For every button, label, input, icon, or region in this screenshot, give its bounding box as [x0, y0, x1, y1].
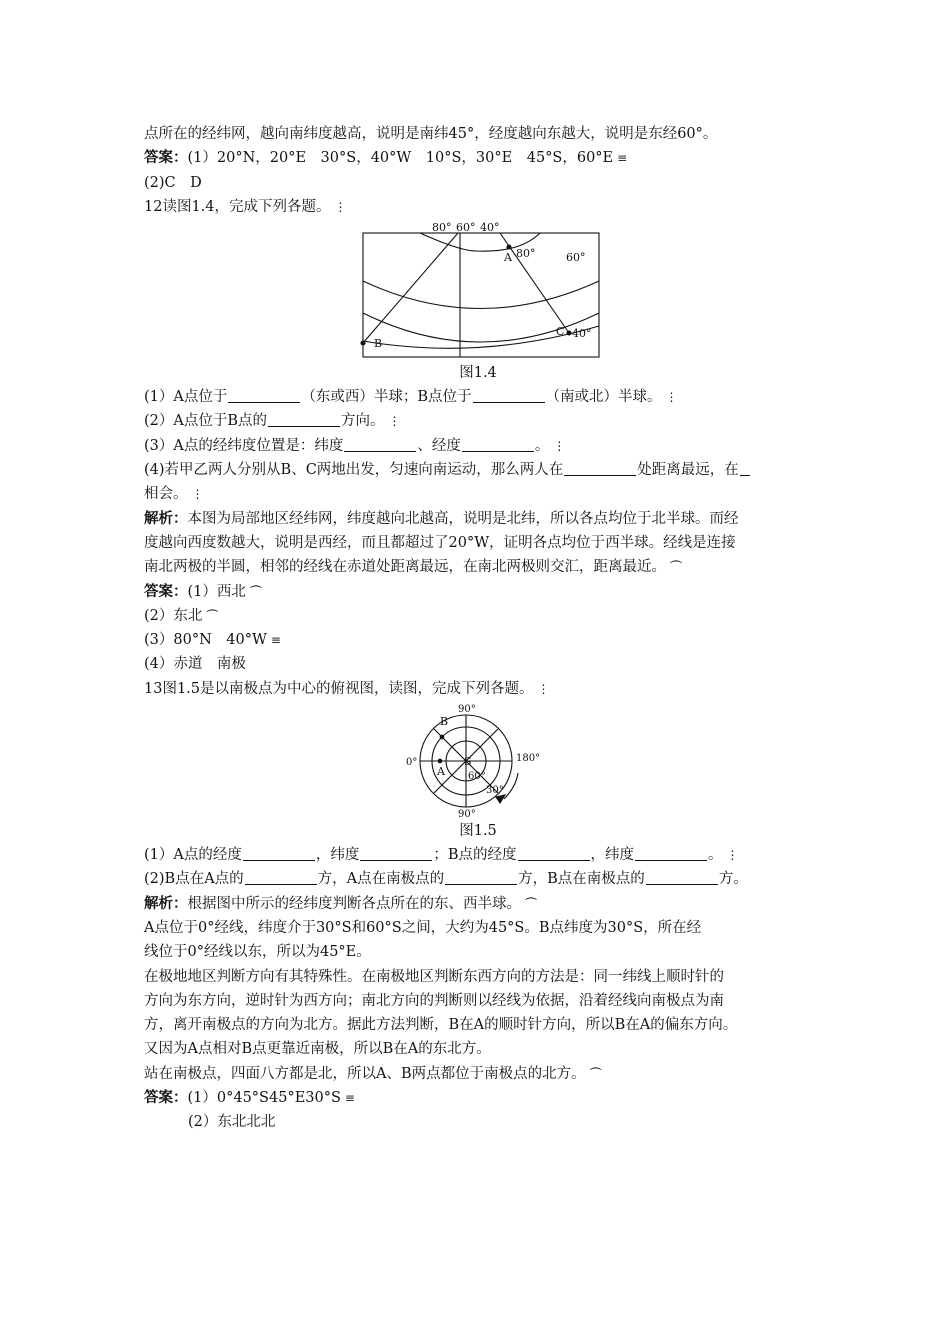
analysis-label: 解析： — [144, 509, 188, 527]
point-a-label: A — [437, 765, 445, 779]
blank-field — [518, 846, 590, 861]
q12-part4-cont: 相会。 ⋮ — [144, 482, 812, 506]
mark-glyph: ⋮ — [388, 414, 401, 429]
blank-field — [635, 846, 707, 861]
blank-field — [243, 846, 315, 861]
figure-1-5-caption: 图1.5 — [459, 823, 497, 840]
point-b-dot — [440, 735, 444, 739]
question-13-title: 13图1.5是以南极点为中心的俯视图，读图，完成下列各题。 ⋮ — [144, 677, 812, 701]
analysis-13-line2: A点位于0°经线，纬度介于30°S和60°S之间，大约为45°S。B点纬度为30°S，所在经 — [144, 919, 702, 936]
mark-glyph: ⏜ — [525, 896, 537, 911]
mark-glyph: ⏜ — [589, 1066, 602, 1081]
answer-12-line4: (4）赤道 南极 — [144, 656, 246, 673]
label-90-bottom: 90° — [458, 809, 476, 820]
analysis-13-line5: 方向为东方向，逆时针为西方向；南北方向的判断则以经线为依据，沿着经线向南极点为南 — [144, 992, 724, 1009]
answer-label: 答案： — [144, 1089, 188, 1107]
answer-12-line2: (2）东北 ⏜ — [144, 604, 812, 628]
analysis-13-line6: 方，离开南极点的方向为北方。据此方法判断，B在A的顺时针方向，所以B在A的偏东方向。 — [144, 1017, 738, 1034]
q12-part1: (1）A点位于 （东或西）半球；B点位于 （南或北）半球。 ⋮ — [144, 385, 812, 409]
mark-glyph: ⋮ — [665, 390, 678, 405]
analysis-13-line4: 在极地地区判断方向有其特殊性。在南极地区判断东西方向的方法是：同一纬线上顺时针的 — [144, 968, 724, 985]
point-b-dot — [361, 341, 365, 345]
blank-field — [473, 388, 545, 403]
label-80-top: 80° — [432, 221, 452, 235]
blank-field — [462, 437, 534, 452]
question-12-title: 12读图1.4，完成下列各题。 ⋮ — [144, 195, 812, 219]
blank-field — [268, 412, 340, 427]
south-pole-label: S — [464, 755, 472, 769]
mark-glyph: ⋮ — [537, 681, 550, 696]
point-a-dot — [507, 245, 511, 249]
point-c-label: C — [556, 325, 565, 339]
label-60: 60° — [468, 771, 486, 783]
mark-glyph: ⋮ — [726, 848, 739, 863]
mark-glyph: ≡ — [270, 633, 281, 648]
q13-part2: (2)B点在A点的 方，A点在南极点的 方，B点在南极点的 方。 — [144, 871, 748, 888]
mark-glyph: ⏜ — [249, 584, 262, 599]
label-30: 30° — [486, 785, 504, 797]
figure-1-4-caption: 图1.4 — [459, 365, 497, 382]
q13-part1: (1）A点的经度 ，纬度 ；B点的经度 ，纬度 。 ⋮ — [144, 843, 812, 867]
answer-label: 答案： — [144, 582, 188, 600]
mark-glyph: ⋮ — [334, 199, 347, 214]
mark-glyph: ⏜ — [206, 608, 218, 623]
q12-part2: (2）A点位于B点的 方向。 ⋮ — [144, 409, 812, 433]
analysis-13-line1: 解析：根据图中所示的经纬度判断各点所在的东、西半球。 ⏜ — [144, 892, 812, 916]
label-40-top: 40° — [480, 221, 500, 235]
label-90-top: 90° — [458, 704, 476, 716]
blank-field — [564, 461, 636, 476]
blank-field — [344, 437, 416, 452]
point-b-label: B — [374, 337, 383, 351]
analysis-13-line8: 站在南极点，四面八方都是北，所以A、B两点都位于南极点的北方。 ⏜ — [144, 1062, 812, 1086]
point-b-label: B — [440, 715, 449, 729]
analysis-12-line1: 解析：本图为局部地区经纬网，纬度越向北越高，说明是北纬，所以各点均位于北半球。而经 — [144, 509, 739, 527]
figure-1-4 — [144, 221, 812, 361]
parallel-60 — [363, 281, 599, 309]
answer-12-line3: (3）80°N 40°W ≡ — [144, 628, 812, 652]
mark-glyph: ⏜ — [670, 560, 682, 575]
blank-field — [646, 870, 718, 885]
analysis-13-line3: 线位于0°经线以东，所以为45°E。 — [144, 944, 371, 961]
label-0: 0° — [406, 757, 418, 769]
point-a-dot — [438, 759, 442, 763]
answer-12-line1: 答案：(1）西北 ⏜ — [144, 580, 812, 604]
mark-glyph: ⋮ — [553, 438, 566, 453]
mark-glyph: ≡ — [617, 151, 628, 166]
answer-13-line2: (2）东北北北 — [188, 1114, 276, 1131]
mark-glyph: ⋮ — [191, 487, 204, 502]
answer-13-line1: 答案：(1）0°45°S45°E30°S ≡ — [144, 1086, 812, 1110]
answer-11-part2: (2)C D — [144, 174, 202, 191]
point-c-dot — [567, 331, 571, 335]
rotation-arrow — [504, 773, 518, 799]
q12-part3: (3）A点的经纬度位置是：纬度 、经度 。 ⋮ — [144, 434, 812, 458]
figure-1-5 — [144, 703, 812, 819]
answer-label: 答案： — [144, 149, 188, 167]
blank-field — [740, 461, 750, 476]
label-60-top: 60° — [456, 221, 476, 235]
label-180: 180° — [516, 753, 541, 765]
blank-field — [445, 870, 517, 885]
label-40-right: 40° — [572, 327, 592, 341]
blank-field — [360, 846, 432, 861]
intro-line: 点所在的经纬网，越向南纬度越高，说明是南纬45°，经度越向东越大，说明是东经60°。 — [144, 126, 718, 142]
label-80-right: 80° — [516, 247, 536, 261]
meridian-80 — [363, 233, 458, 343]
blank-field — [245, 870, 317, 885]
analysis-label: 解析： — [144, 894, 188, 912]
q12-part4: (4)若甲乙两人分别从B、C两地出发，匀速向南运动，那么两人在 处距离最远，在 — [144, 458, 812, 482]
document-page — [144, 122, 812, 1135]
answer-11-line: 答案：(1）20°N，20°E 30°S，40°W 10°S，30°E 45°S，60°E ≡ — [144, 146, 812, 170]
arrowhead-icon — [496, 795, 505, 803]
label-60-right: 60° — [566, 251, 586, 265]
analysis-12-line2: 度越向西度数越大，说明是西经，而且都超过了20°W，证明各点均位于西半球。经线是连接 — [144, 534, 736, 551]
blank-field — [228, 388, 300, 403]
mark-glyph: ≡ — [344, 1091, 355, 1106]
analysis-12-line3: 南北两极的半圆，相邻的经线在赤道处距离最远，在南北两极则交汇，距离最近。 ⏜ — [144, 555, 812, 579]
point-a-label: A — [504, 251, 512, 265]
analysis-13-line7: 又因为A点相对B点更靠近南极，所以B在A的东北方。 — [144, 1041, 491, 1058]
